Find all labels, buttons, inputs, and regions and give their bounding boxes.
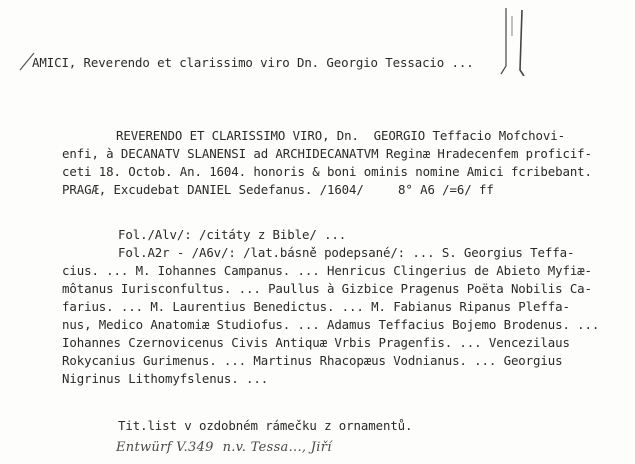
handwritten-bracket-mark	[498, 6, 528, 76]
title-line-1: REVERENDO ET CLARISSIMO VIRO, Dn. GEORGIO Teffacio Mofchovi-	[116, 128, 565, 143]
handwritten-annotation: Entwürf V.349 n.v. Tessa..., Jiří	[116, 440, 332, 455]
format-designation: 8° A6 /=6/ ff	[398, 182, 494, 197]
description-note: Tit.list v ozdobném rámečku z ornamentů.	[118, 418, 413, 433]
contents-line-2: Fol.A2r - /A6v/: /lat.básně podepsané/: ... S. Georgius Teffa-	[118, 245, 575, 260]
contents-line-5: farius. ... M. Laurentius Benedictus. ... M. Fabianus Ripanus Pleffa-	[62, 299, 570, 314]
contents-line-7: Iohannes Czernovicenus Civis Antiquæ Vrbis Pragenfis. ... Vencezilaus	[62, 335, 570, 350]
contents-line-8: Rokycanius Gurimenus. ... Martinus Rhacopæus Vodnianus. ... Georgius	[62, 353, 563, 368]
contents-line-6: nus, Medico Anatomiæ Studiofus. ... Adamus Teffacius Bojemo Brodenus. ...	[62, 317, 600, 332]
title-line-2: enfi, à DECANATV SLANENSI ad ARCHIDECANATVM Reginæ Hradecenfem proficif-	[62, 146, 592, 161]
title-line-3: ceti 18. Octob. An. 1604. honoris & boni ominis nomine Amici fcribebant.	[62, 164, 592, 179]
contents-line-1: Fol./Alv/: /citáty z Bible/ ...	[118, 227, 347, 242]
contents-line-9: Nigrinus Lithomyfslenus. ...	[62, 371, 269, 386]
contents-line-3: cius. ... M. Iohannes Campanus. ... Henricus Clingerius de Abieto Myfiæ-	[62, 263, 592, 278]
contents-line-4: môtanus Iurisconfultus. ... Paullus à Gizbice Pragenus Poëta Nobilis Ca-	[62, 281, 592, 296]
card-heading: AMICI, Reverendo et clarissimo viro Dn. Georgio Tessacio ...	[32, 55, 474, 70]
title-line-4: PRAGÆ, Excudebat DANIEL Sedefanus. /1604/	[62, 182, 364, 197]
